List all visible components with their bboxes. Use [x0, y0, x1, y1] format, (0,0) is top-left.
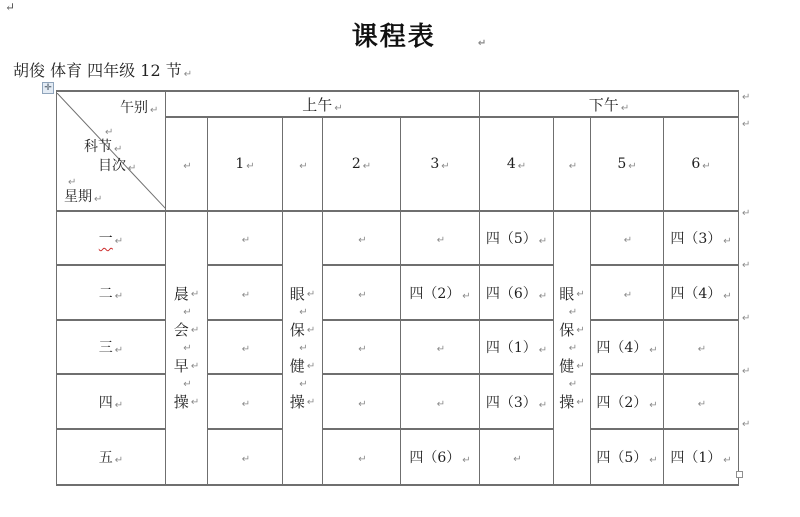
period-cell[interactable]: 四（4） ↵ — [664, 265, 739, 320]
pilcrow-mark: ↵ — [436, 344, 446, 355]
pilcrow-mark: ↵ — [517, 161, 527, 172]
period-cell[interactable] — [664, 374, 739, 429]
period-cell[interactable] — [208, 374, 283, 429]
pilcrow-mark: ↵ — [723, 290, 732, 302]
pilcrow-mark: ↵ — [241, 235, 251, 246]
section-header-afternoon[interactable]: 下午 ↵ — [480, 91, 739, 117]
pilcrow-mark: ↵ — [105, 127, 114, 138]
pilcrow-mark: ↵ — [697, 398, 707, 410]
pilcrow-mark: ↵ — [299, 161, 308, 172]
pilcrow-mark: ↵ — [576, 289, 585, 300]
table-resize-handle[interactable] — [736, 471, 743, 478]
period-cell[interactable] — [323, 374, 401, 429]
period-cell[interactable] — [208, 320, 283, 374]
period-cell[interactable]: 四（1） ↵ — [480, 320, 554, 374]
pilcrow-mark: ↵ — [462, 290, 471, 302]
period-header-5[interactable]: 5 ↵ — [591, 117, 664, 211]
pilcrow-mark: ↵ — [183, 343, 192, 354]
pilcrow-mark: ↵ — [441, 161, 450, 172]
pilcrow-mark: ↵ — [697, 344, 707, 355]
pilcrow-mark: ↵ — [742, 313, 751, 324]
corner-subject-label: 科节 ↵ — [84, 139, 123, 155]
pilcrow-mark: ↵ — [5, 0, 16, 14]
period-cell[interactable] — [323, 211, 401, 265]
period-header-3[interactable]: 3 ↵ — [401, 117, 480, 211]
pilcrow-mark: ↵ — [538, 290, 548, 302]
corner-noon-label: 午别 ↵ — [120, 100, 159, 116]
pilcrow-mark: ↵ — [306, 361, 316, 372]
vertical-char: 操 — [173, 393, 189, 411]
period-cell[interactable] — [480, 429, 554, 485]
pilcrow-mark: ↵ — [190, 325, 200, 336]
period-cell[interactable] — [591, 211, 664, 265]
page-title[interactable] — [0, 16, 800, 53]
pilcrow-mark: ↵ — [183, 307, 192, 318]
period-cell[interactable]: 四（4） ↵ — [591, 320, 664, 374]
period-cell[interactable]: 四（2） ↵ — [591, 374, 664, 429]
pilcrow-mark: ↵ — [358, 235, 367, 246]
pilcrow-mark: ↵ — [241, 344, 251, 355]
pilcrow-mark: ↵ — [513, 454, 522, 465]
pilcrow-mark: ↵ — [702, 161, 711, 172]
corner-header-cell[interactable] — [57, 91, 166, 211]
vertical-label-eye-exercise-am[interactable] — [283, 211, 323, 485]
pilcrow-mark: ↵ — [114, 455, 124, 466]
period-header-4[interactable]: 4 ↵ — [480, 117, 554, 211]
pilcrow-mark: ↵ — [190, 361, 200, 372]
page-title-text: 课程表 — [351, 22, 436, 52]
pilcrow-mark: ↵ — [358, 344, 367, 355]
pilcrow-mark: ↵ — [241, 454, 251, 465]
pilcrow-mark: ↵ — [190, 289, 200, 300]
day-cell[interactable]: 五 ↵ — [57, 429, 166, 485]
day-cell[interactable]: 三 ↵ — [57, 320, 166, 374]
period-cell[interactable] — [323, 265, 401, 320]
pilcrow-mark: ↵ — [306, 325, 316, 336]
pilcrow-mark: ↵ — [576, 361, 585, 372]
vertical-label-morning-exercise[interactable] — [166, 211, 208, 485]
pilcrow-mark: ↵ — [362, 161, 372, 172]
pilcrow-mark: ↵ — [114, 290, 124, 302]
pilcrow-mark: ↵ — [462, 455, 471, 466]
corner-week-label: 星期 ↵ — [64, 189, 103, 205]
vertical-char: 健 — [289, 357, 305, 375]
vertical-char: 保 — [289, 321, 305, 339]
pilcrow-mark: ↵ — [649, 399, 658, 411]
pilcrow-mark: ↵ — [568, 161, 578, 172]
pilcrow-mark: ↵ — [114, 399, 124, 411]
pilcrow-mark: ↵ — [334, 102, 343, 114]
period-header-1[interactable]: 1 ↵ — [208, 117, 283, 211]
pilcrow-mark: ↵ — [183, 69, 193, 80]
period-cell[interactable]: 四（2） ↵ — [401, 265, 480, 320]
pilcrow-mark: ↵ — [742, 366, 751, 377]
period-cell[interactable]: 四（5） ↵ — [480, 211, 554, 265]
period-cell[interactable] — [323, 429, 401, 485]
day-cell[interactable]: 四 ↵ — [57, 374, 166, 429]
period-cell[interactable]: 四（1） ↵ — [664, 429, 739, 485]
pilcrow-mark: ↵ — [628, 161, 637, 172]
vertical-char: 眼 — [289, 285, 305, 303]
period-cell[interactable]: 四（3） ↵ — [664, 211, 739, 265]
period-cell[interactable] — [208, 265, 283, 320]
pilcrow-mark: ↵ — [742, 92, 751, 103]
period-cell[interactable]: 四（6） ↵ — [480, 265, 554, 320]
pilcrow-mark: ↵ — [620, 102, 630, 114]
vertical-char: 早 — [173, 357, 189, 375]
document-subtitle[interactable] — [13, 58, 192, 81]
period-cell[interactable] — [664, 320, 739, 374]
pilcrow-mark: ↵ — [538, 236, 548, 247]
corner-order-label: 目次 ↵ — [98, 158, 137, 174]
pilcrow-mark: ↵ — [358, 289, 367, 301]
vertical-char: 操 — [289, 393, 305, 411]
pilcrow-mark: ↵ — [128, 163, 137, 174]
pilcrow-mark: ↵ — [306, 289, 316, 300]
pilcrow-mark: ↵ — [649, 455, 658, 466]
pilcrow-mark: ↵ — [723, 455, 732, 466]
vertical-char: 晨 — [173, 285, 189, 303]
period-header-6[interactable]: 6 ↵ — [664, 117, 739, 211]
pilcrow-mark: ↵ — [183, 161, 192, 172]
pilcrow-mark: ↵ — [436, 398, 446, 410]
period-cell[interactable]: 四（6） ↵ — [401, 429, 480, 485]
period-header-2[interactable]: 2 ↵ — [323, 117, 401, 211]
table-move-handle[interactable] — [42, 82, 54, 94]
pilcrow-mark: ↵ — [742, 208, 751, 219]
pilcrow-mark: ↵ — [649, 345, 658, 356]
day-cell[interactable]: 一 ↵ — [57, 211, 166, 265]
pilcrow-mark: ↵ — [568, 379, 578, 390]
narrow-header-cell[interactable] — [554, 117, 591, 211]
narrow-header-cell[interactable] — [166, 117, 208, 211]
section-header-morning[interactable]: 上午 ↵ — [166, 91, 480, 117]
pilcrow-mark: ↵ — [299, 307, 308, 318]
pilcrow-mark: ↵ — [246, 161, 255, 172]
schedule-table — [56, 90, 739, 486]
pilcrow-mark: ↵ — [150, 105, 159, 116]
day-cell[interactable]: 二 ↵ — [57, 265, 166, 320]
pilcrow-mark: ↵ — [299, 343, 308, 354]
period-cell[interactable] — [208, 211, 283, 265]
period-cell[interactable] — [208, 429, 283, 485]
pilcrow-mark: ↵ — [436, 235, 446, 246]
vertical-char: 操 — [559, 393, 575, 411]
pilcrow-mark: ↵ — [358, 398, 367, 410]
pilcrow-mark: ↵ — [742, 119, 751, 130]
pilcrow-mark: ↵ — [723, 236, 732, 247]
period-cell[interactable]: 四（5） ↵ — [591, 429, 664, 485]
pilcrow-mark: ↵ — [306, 397, 316, 408]
pilcrow-mark: ↵ — [623, 289, 633, 301]
pilcrow-mark: ↵ — [538, 399, 548, 411]
pilcrow-mark: ↵ — [68, 177, 77, 188]
pilcrow-mark: ↵ — [114, 236, 124, 247]
pilcrow-mark: ↵ — [358, 454, 367, 465]
pilcrow-mark: ↵ — [742, 260, 751, 271]
period-cell[interactable] — [323, 320, 401, 374]
pilcrow-mark: ↵ — [299, 379, 308, 390]
pilcrow-mark: ↵ — [241, 398, 251, 410]
subtitle-text: 胡俊 体育 四年级 12 节 — [13, 61, 182, 80]
vertical-char: 会 — [173, 321, 189, 339]
narrow-header-cell[interactable] — [283, 117, 323, 211]
vertical-label-eye-exercise-pm[interactable] — [554, 211, 591, 485]
vertical-char: 眼 — [559, 285, 575, 303]
pilcrow-mark: ↵ — [623, 235, 633, 246]
pilcrow-mark: ↵ — [576, 325, 585, 336]
pilcrow-mark: ↵ — [568, 307, 578, 318]
pilcrow-mark: ↵ — [183, 379, 192, 390]
period-cell[interactable] — [401, 320, 480, 374]
move-cross-icon: ✛ — [44, 82, 52, 93]
pilcrow-mark: ↵ — [114, 144, 123, 155]
pilcrow-mark: ↵ — [538, 345, 548, 356]
pilcrow-mark: ↵ — [94, 194, 103, 205]
pilcrow-mark: ↵ — [576, 397, 585, 408]
period-cell[interactable] — [401, 374, 480, 429]
period-cell[interactable] — [591, 265, 664, 320]
pilcrow-mark: ↵ — [114, 345, 124, 356]
vertical-char: 健 — [559, 357, 575, 375]
pilcrow-mark: ↵ — [190, 397, 200, 408]
pilcrow-mark: ↵ — [477, 38, 489, 49]
pilcrow-mark: ↵ — [742, 419, 751, 430]
period-cell[interactable]: 四（3） ↵ — [480, 374, 554, 429]
period-cell[interactable] — [401, 211, 480, 265]
vertical-char: 保 — [559, 321, 575, 339]
pilcrow-mark: ↵ — [568, 343, 578, 354]
pilcrow-mark: ↵ — [241, 289, 251, 301]
